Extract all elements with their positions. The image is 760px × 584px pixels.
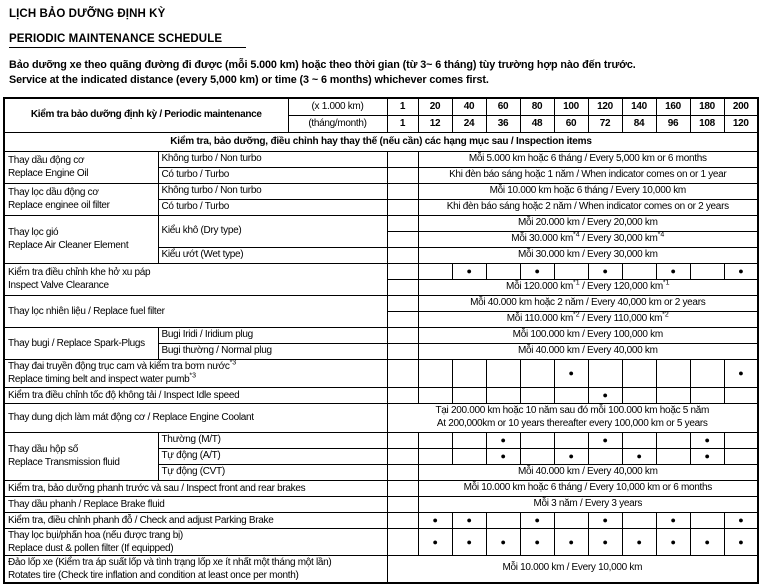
- empty-interval-cell: [387, 215, 418, 231]
- month-header-cell: 84: [622, 115, 656, 132]
- km-header-cell: 140: [622, 98, 656, 115]
- interval-text-cell: Mỗi 10.000 km hoặc 6 tháng / Every 10,000 km or 6 months: [418, 480, 758, 496]
- km-header-cell: 160: [656, 98, 690, 115]
- interval-text-cell: Mỗi 30.000 km / Every 30,000 km: [418, 247, 758, 263]
- row-label-rotate-tires: Đảo lốp xe (Kiểm tra áp suất lốp và tình trạng lốp xe ít nhất một tháng một lần) Rotates tire (Check tire inflation and condition at least once per month): [4, 555, 387, 583]
- empty-interval-cell: [588, 448, 622, 464]
- sub-label-cell: Thường (M/T): [158, 432, 387, 448]
- empty-interval-cell: [520, 387, 554, 403]
- empty-interval-cell: [622, 359, 656, 387]
- row-label-replace-fuel-filter: Thay lọc nhiên liệu / Replace fuel filter: [4, 295, 387, 327]
- empty-interval-cell: [387, 327, 418, 343]
- page-title-vietnamese: LỊCH BẢO DƯỠNG ĐỊNH KỲ: [9, 8, 166, 20]
- bullet-cell-40: ●: [452, 528, 486, 555]
- empty-interval-cell: [656, 359, 690, 387]
- month-header-cell: 12: [418, 115, 452, 132]
- table-body: [4, 151, 758, 583]
- footnote-marker: *4: [657, 231, 665, 239]
- empty-interval-cell: [418, 387, 452, 403]
- empty-interval-cell: [656, 387, 690, 403]
- empty-interval-cell: [387, 199, 418, 215]
- empty-interval-cell: [387, 480, 418, 496]
- intro-line-english: Service at the indicated distance (every 5,000 km) or time (3 ~ 6 months) whichever comes first.: [9, 74, 489, 86]
- footnote-marker: *2: [662, 311, 669, 319]
- bullet-cell-200: ●: [724, 512, 758, 528]
- empty-interval-cell: [387, 151, 418, 167]
- bullet-cell-200: ●: [724, 528, 758, 555]
- month-header-cell: 60: [554, 115, 588, 132]
- month-header-cell: 36: [486, 115, 520, 132]
- empty-interval-cell: [622, 432, 656, 448]
- empty-interval-cell: [554, 387, 588, 403]
- interval-text-cell: Tại 200.000 km hoặc 10 năm sau đó mỗi 100.000 km hoặc 5 năm At 200,000km or 10 years thereafter every 100,000 km or 5 years: [387, 403, 758, 432]
- bullet-cell-120: ●: [588, 263, 622, 279]
- empty-interval-cell: [486, 263, 520, 279]
- row-label-inspect-front-and-rear-brakes: Kiểm tra, bảo dưỡng phanh trước và sau / Inspect front and rear brakes: [4, 480, 387, 496]
- interval-text-cell: Mỗi 20.000 km / Every 20,000 km: [418, 215, 758, 231]
- intro-paragraph: [9, 58, 757, 88]
- row-label-replace-brake-fluid: Thay dầu phanh / Replace Brake fluid: [4, 496, 387, 512]
- bullet-cell-100: ●: [554, 528, 588, 555]
- empty-interval-cell: [486, 359, 520, 387]
- row-label-replace-engine-oil-filter: Thay lọc dầu động cơ Replace enginee oil filter: [4, 183, 158, 215]
- bullet-cell-180: ●: [690, 432, 724, 448]
- bullet-cell-200: ●: [724, 359, 758, 387]
- empty-interval-cell: [554, 263, 588, 279]
- bullet-cell-80: ●: [520, 263, 554, 279]
- sub-label-cell: Bugi Iridi / Iridium plug: [158, 327, 387, 343]
- km-header-cell: 200: [724, 98, 758, 115]
- empty-interval-cell: [656, 432, 690, 448]
- interval-text-cell: Mỗi 3 năm / Every 3 years: [418, 496, 758, 512]
- interval-text-cell: Khi đèn báo sáng hoặc 2 năm / When indicator comes on or 2 years: [418, 199, 758, 215]
- empty-interval-cell: [520, 448, 554, 464]
- km-header-cell: 120: [588, 98, 622, 115]
- footnote-marker: *2: [573, 311, 580, 319]
- empty-interval-cell: [486, 512, 520, 528]
- maintenance-row: [4, 528, 758, 555]
- inspection-items-row: [4, 132, 758, 151]
- interval-text-cell: Mỗi 5.000 km hoặc 6 tháng / Every 5,000 km or 6 months: [418, 151, 758, 167]
- empty-interval-cell: [554, 432, 588, 448]
- row-label-replace-engine-coolant: Thay dung dịch làm mát động cơ / Replace Engine Coolant: [4, 403, 387, 432]
- sub-label-cell: Bugi thường / Normal plug: [158, 343, 387, 359]
- maintenance-row: [4, 215, 758, 231]
- footnote-marker: *4: [572, 231, 580, 239]
- row-label-replace-air-cleaner-element: Thay lọc gió Replace Air Cleaner Element: [4, 215, 158, 263]
- footnote-marker: *3: [229, 359, 237, 367]
- row-label-replace-spark-plugs: Thay bugi / Replace Spark-Plugs: [4, 327, 158, 359]
- empty-interval-cell: [656, 448, 690, 464]
- km-header-cell: 60: [486, 98, 520, 115]
- bullet-cell-40: ●: [452, 512, 486, 528]
- maintenance-row: [4, 403, 758, 432]
- bullet-cell-140: ●: [622, 448, 656, 464]
- bullet-cell-160: ●: [656, 528, 690, 555]
- bullet-cell-120: ●: [588, 512, 622, 528]
- maintenance-row: [4, 359, 758, 387]
- interval-text-cell: Mỗi 40.000 km / Every 40,000 km: [418, 343, 758, 359]
- row-label-check-and-adjust-parking-brake: Kiểm tra, điều chỉnh phanh đỗ / Check and adjust Parking Brake: [4, 512, 387, 528]
- maintenance-row: [4, 151, 758, 167]
- row-label-replace-timing-belt-inspect-water-pump: Thay đai truyền động trục cam và kiểm tra bơm nước$^{*3}$ Replace timing belt and inspect water pumb$^{*3}$: [4, 359, 387, 387]
- sub-label-cell: Tự động (CVT): [158, 464, 387, 480]
- bullet-cell-60: ●: [486, 432, 520, 448]
- empty-interval-cell: [387, 528, 418, 555]
- sub-label-cell: Có turbo / Turbo: [158, 167, 387, 183]
- month-header-cell: 72: [588, 115, 622, 132]
- unit-month-label: (tháng/month): [288, 115, 387, 132]
- page-title-english-wrap: [9, 29, 757, 48]
- empty-interval-cell: [452, 448, 486, 464]
- empty-interval-cell: [452, 432, 486, 448]
- interval-text-cell: Mỗi 10.000 km hoặc 6 tháng / Every 10,000 km: [418, 183, 758, 199]
- interval-text-cell: Mỗi 120.000 $km^{*1}$ / Every 120,000 $km^{*1}$: [418, 279, 758, 295]
- empty-interval-cell: [690, 263, 724, 279]
- empty-interval-cell: [418, 263, 452, 279]
- bullet-cell-100: ●: [554, 448, 588, 464]
- empty-interval-cell: [387, 512, 418, 528]
- empty-interval-cell: [387, 343, 418, 359]
- empty-interval-cell: [418, 448, 452, 464]
- bullet-cell-60: ●: [486, 528, 520, 555]
- inspection-items-header: Kiểm tra, bảo dưỡng, điều chỉnh hay thay thế (nếu cần) các hạng mục sau / Inspection items: [4, 132, 758, 151]
- month-header-cell: 108: [690, 115, 724, 132]
- empty-interval-cell: [387, 167, 418, 183]
- month-header-cell: 96: [656, 115, 690, 132]
- month-header-cell: 1: [387, 115, 418, 132]
- bullet-cell-180: ●: [690, 528, 724, 555]
- bullet-cell-80: ●: [520, 528, 554, 555]
- maintenance-row: [4, 480, 758, 496]
- row-label-replace-transmission-fluid: Thay dầu hộp số Replace Transmission fluid: [4, 432, 158, 480]
- empty-interval-cell: [724, 432, 758, 448]
- month-header-cell: 120: [724, 115, 758, 132]
- km-header-cell: 20: [418, 98, 452, 115]
- empty-interval-cell: [520, 432, 554, 448]
- row-label-replace-dust-pollen-filter: Thay lọc bụi/phấn hoa (nếu được trang bị) Replace dust & pollen filter (If equipped): [4, 528, 387, 555]
- footnote-marker: *3: [189, 372, 197, 380]
- empty-interval-cell: [622, 263, 656, 279]
- header-row-km: [4, 98, 758, 115]
- sub-label-cell: Kiểu khô (Dry type): [158, 215, 387, 247]
- empty-interval-cell: [690, 387, 724, 403]
- bullet-cell-120: ●: [588, 528, 622, 555]
- maintenance-schedule-table: [3, 97, 759, 584]
- km-header-cell: 100: [554, 98, 588, 115]
- empty-interval-cell: [690, 359, 724, 387]
- maintenance-row: [4, 327, 758, 343]
- interval-text-cell: Mỗi 40.000 km / Every 40,000 km: [418, 464, 758, 480]
- bullet-cell-120: ●: [588, 432, 622, 448]
- bullet-cell-100: ●: [554, 359, 588, 387]
- bullet-cell-180: ●: [690, 448, 724, 464]
- empty-interval-cell: [387, 448, 418, 464]
- sub-label-cell: Kiểu ướt (Wet type): [158, 247, 387, 263]
- empty-interval-cell: [554, 512, 588, 528]
- sub-label-cell: Không turbo / Non turbo: [158, 151, 387, 167]
- maintenance-row: [4, 496, 758, 512]
- bullet-cell-80: ●: [520, 512, 554, 528]
- empty-interval-cell: [724, 448, 758, 464]
- interval-text-cell: Mỗi 40.000 km hoặc 2 năm / Every 40,000 km or 2 years: [418, 295, 758, 311]
- maintenance-row: [4, 512, 758, 528]
- empty-interval-cell: [387, 247, 418, 263]
- month-header-cell: 48: [520, 115, 554, 132]
- empty-interval-cell: [387, 387, 418, 403]
- empty-interval-cell: [418, 432, 452, 448]
- empty-interval-cell: [622, 387, 656, 403]
- interval-text-cell: Mỗi 100.000 km / Every 100,000 km: [418, 327, 758, 343]
- maintenance-row: [4, 183, 758, 199]
- empty-interval-cell: [486, 387, 520, 403]
- empty-interval-cell: [387, 183, 418, 199]
- maintenance-row: [4, 555, 758, 583]
- bullet-cell-140: ●: [622, 528, 656, 555]
- empty-interval-cell: [387, 263, 418, 279]
- empty-interval-cell: [387, 311, 418, 327]
- empty-interval-cell: [387, 496, 418, 512]
- empty-interval-cell: [387, 464, 418, 480]
- empty-interval-cell: [387, 295, 418, 311]
- maintenance-row: [4, 295, 758, 311]
- interval-text-cell: Mỗi 10.000 km / Every 10,000 km: [387, 555, 758, 583]
- bullet-cell-160: ●: [656, 512, 690, 528]
- bullet-cell-20: ●: [418, 512, 452, 528]
- unit-km-label: (x 1.000 km): [288, 98, 387, 115]
- row-label-inspect-valve-clearance: Kiểm tra điều chỉnh khe hở xu páp Inspect Valve Clearance: [4, 263, 387, 295]
- km-header-cell: 40: [452, 98, 486, 115]
- interval-text-cell: Khi đèn báo sáng hoặc 1 năm / When indicator comes on or 1 year: [418, 167, 758, 183]
- empty-interval-cell: [690, 512, 724, 528]
- empty-interval-cell: [588, 359, 622, 387]
- row-label-inspect-idle-speed: Kiểm tra điều chỉnh tốc độ không tải / Inspect Idle speed: [4, 387, 387, 403]
- bullet-cell-20: ●: [418, 528, 452, 555]
- empty-interval-cell: [622, 512, 656, 528]
- empty-interval-cell: [452, 359, 486, 387]
- month-header-cell: 24: [452, 115, 486, 132]
- empty-interval-cell: [387, 279, 418, 295]
- interval-text-cell: Mỗi 30.000 $km^{*4}$ / Every 30,000 $km^{*4}$: [418, 231, 758, 247]
- sub-label-cell: Có turbo / Turbo: [158, 199, 387, 215]
- km-header-cell: 180: [690, 98, 724, 115]
- empty-interval-cell: [520, 359, 554, 387]
- footnote-marker: *1: [573, 279, 580, 287]
- maintenance-row: [4, 263, 758, 279]
- sub-label-cell: Không turbo / Non turbo: [158, 183, 387, 199]
- bullet-cell-40: ●: [452, 263, 486, 279]
- empty-interval-cell: [418, 359, 452, 387]
- bullet-cell-60: ●: [486, 448, 520, 464]
- km-header-cell: 1: [387, 98, 418, 115]
- row-label-replace-engine-oil: Thay dầu động cơ Replace Engine Oil: [4, 151, 158, 183]
- intro-line-vietnamese: Bảo dưỡng xe theo quãng đường đi được (mỗi 5.000 km) hoặc theo thời gian (từ 3~ 6 tháng) tùy trường hợp nào đến trước.: [9, 59, 636, 71]
- empty-interval-cell: [724, 387, 758, 403]
- sub-label-cell: Tự động (A/T): [158, 448, 387, 464]
- empty-interval-cell: [387, 359, 418, 387]
- maintenance-row: [4, 387, 758, 403]
- table-header: [4, 98, 758, 151]
- empty-interval-cell: [452, 387, 486, 403]
- footnote-marker: *1: [662, 279, 670, 287]
- bullet-cell-120: ●: [588, 387, 622, 403]
- periodic-maintenance-header-label: Kiểm tra bảo dưỡng định kỳ / Periodic maintenance: [4, 98, 288, 132]
- bullet-cell-200: ●: [724, 263, 758, 279]
- bullet-cell-160: ●: [656, 263, 690, 279]
- km-header-cell: 80: [520, 98, 554, 115]
- interval-text-cell: Mỗi 110.000 $km^{*2}$ / Every 110,000 $km^{*2}$: [418, 311, 758, 327]
- maintenance-row: [4, 432, 758, 448]
- empty-interval-cell: [387, 432, 418, 448]
- page-title-english: PERIODIC MAINTENANCE SCHEDULE: [9, 33, 246, 48]
- empty-interval-cell: [387, 231, 418, 247]
